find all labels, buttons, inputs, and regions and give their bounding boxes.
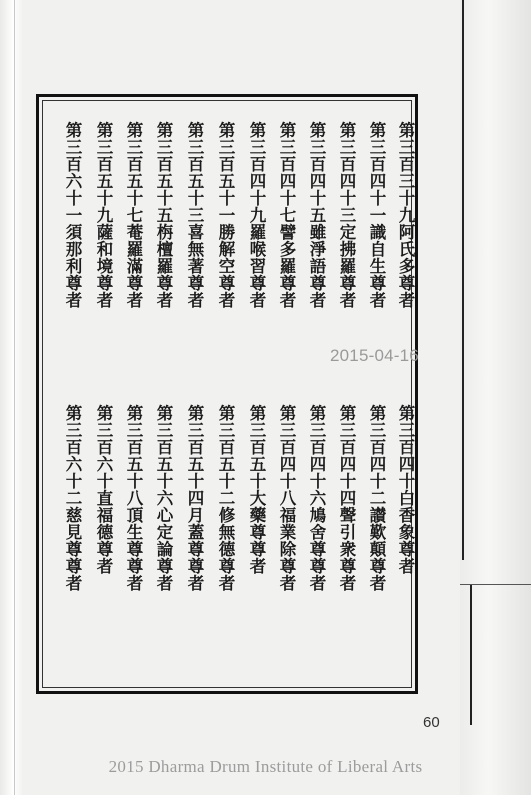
- glyph: 第: [249, 404, 267, 423]
- glyph: 五: [96, 172, 114, 191]
- glyph: 喜: [187, 223, 205, 242]
- glyph: 四: [339, 489, 357, 508]
- glyph: 十: [398, 472, 416, 491]
- glyph: 德: [96, 523, 114, 542]
- glyph: 八: [279, 489, 297, 508]
- glyph: 尊: [249, 523, 267, 542]
- glyph: 六: [65, 455, 83, 474]
- upper-column-5: [273, 122, 303, 309]
- glyph: 尊: [218, 274, 236, 293]
- glyph: 者: [218, 291, 236, 310]
- glyph: 三: [398, 138, 416, 157]
- glyph: 空: [218, 257, 236, 276]
- glyph: 者: [309, 574, 327, 593]
- glyph: 第: [187, 404, 205, 423]
- glyph: 三: [339, 206, 357, 225]
- lower-column-1: [392, 405, 422, 575]
- glyph: 尊: [187, 540, 205, 559]
- glyph: 三: [398, 421, 416, 440]
- glyph: 雖: [309, 223, 327, 242]
- glyph: 三: [187, 421, 205, 440]
- book-spine: [0, 0, 22, 795]
- glyph: 十: [339, 189, 357, 208]
- upper-column-7: [212, 122, 242, 309]
- glyph: 十: [398, 189, 416, 208]
- glyph: 十: [96, 472, 114, 491]
- glyph: 象: [398, 523, 416, 542]
- glyph: 百: [187, 155, 205, 174]
- glyph: 五: [218, 455, 236, 474]
- glyph: 三: [126, 421, 144, 440]
- glyph: 生: [126, 523, 144, 542]
- glyph: 第: [398, 404, 416, 423]
- glyph: 第: [309, 121, 327, 140]
- glyph: 四: [369, 455, 387, 474]
- glyph: 百: [65, 155, 83, 174]
- glyph: 六: [65, 172, 83, 191]
- glyph: 者: [96, 291, 114, 310]
- glyph: 四: [339, 455, 357, 474]
- glyph: 尊: [96, 540, 114, 559]
- glyph: 百: [96, 155, 114, 174]
- glyph: 四: [279, 172, 297, 191]
- glyph: 尊: [65, 274, 83, 293]
- glyph: 三: [279, 421, 297, 440]
- glyph: 百: [218, 155, 236, 174]
- watermark-footer: 2015 Dharma Drum Institute of Liberal Arts: [108, 757, 423, 776]
- glyph: 者: [65, 291, 83, 310]
- upper-column-2: [363, 122, 393, 309]
- glyph: 讃: [369, 506, 387, 525]
- glyph: 三: [65, 421, 83, 440]
- lower-column-11: [90, 405, 120, 575]
- lower-column-8: [181, 405, 211, 592]
- glyph: 百: [126, 438, 144, 457]
- glyph: 歎: [369, 523, 387, 542]
- glyph: 第: [65, 404, 83, 423]
- glyph: 第: [249, 121, 267, 140]
- glyph: 者: [339, 291, 357, 310]
- glyph: 十: [65, 189, 83, 208]
- upper-column-11: [90, 122, 120, 309]
- glyph: 尊: [126, 540, 144, 559]
- glyph: 四: [339, 172, 357, 191]
- glyph: 羅: [156, 257, 174, 276]
- glyph: 七: [126, 206, 144, 225]
- glyph: 三: [369, 138, 387, 157]
- lower-column-2: [363, 405, 393, 592]
- glyph: 十: [187, 472, 205, 491]
- glyph: 那: [65, 240, 83, 259]
- glyph: 自: [369, 240, 387, 259]
- glyph: 一: [369, 206, 387, 225]
- glyph: 四: [309, 172, 327, 191]
- glyph: 薩: [96, 223, 114, 242]
- glyph: 第: [339, 404, 357, 423]
- glyph: 羅: [126, 240, 144, 259]
- glyph: 第: [187, 121, 205, 140]
- lower-column-9: [150, 405, 180, 592]
- glyph: 顛: [369, 540, 387, 559]
- glyph: 藥: [249, 506, 267, 525]
- lower-column-7: [212, 405, 242, 592]
- glyph: 第: [156, 404, 174, 423]
- glyph: 香: [398, 506, 416, 525]
- glyph: 定: [156, 523, 174, 542]
- glyph: 十: [218, 472, 236, 491]
- glyph: 尊: [279, 274, 297, 293]
- glyph: 二: [218, 489, 236, 508]
- glyph: 十: [279, 472, 297, 491]
- glyph: 尊: [249, 274, 267, 293]
- glyph: 勝: [218, 223, 236, 242]
- glyph: 者: [249, 291, 267, 310]
- glyph: 五: [187, 172, 205, 191]
- lower-column-10: [120, 405, 150, 592]
- glyph: 六: [96, 455, 114, 474]
- glyph: 生: [369, 257, 387, 276]
- glyph: 一: [65, 206, 83, 225]
- glyph: 者: [369, 574, 387, 593]
- lower-column-5: [273, 405, 303, 592]
- glyph: 九: [398, 206, 416, 225]
- glyph: 直: [96, 489, 114, 508]
- glyph: 十: [309, 472, 327, 491]
- glyph: 第: [126, 404, 144, 423]
- glyph: 六: [309, 489, 327, 508]
- glyph: 五: [126, 455, 144, 474]
- glyph: 三: [369, 421, 387, 440]
- glyph: 境: [96, 257, 114, 276]
- lower-column-12: [59, 405, 89, 592]
- glyph: 見: [65, 523, 83, 542]
- glyph: 五: [156, 206, 174, 225]
- lower-column-4: [303, 405, 333, 592]
- glyph: 喉: [249, 240, 267, 259]
- glyph: 百: [398, 155, 416, 174]
- glyph: 尊: [339, 274, 357, 293]
- glyph: 十: [218, 189, 236, 208]
- glyph: 衆: [339, 540, 357, 559]
- glyph: 三: [187, 138, 205, 157]
- edge-rule-lower: [470, 585, 472, 725]
- glyph: 百: [65, 438, 83, 457]
- glyph: 者: [187, 291, 205, 310]
- glyph: 十: [187, 189, 205, 208]
- glyph: 譬: [279, 223, 297, 242]
- glyph: 尊: [187, 274, 205, 293]
- glyph: 十: [126, 472, 144, 491]
- edge-divider: [460, 584, 531, 585]
- glyph: 百: [369, 155, 387, 174]
- edge-rule: [462, 0, 464, 560]
- glyph: 三: [218, 138, 236, 157]
- glyph: 解: [218, 240, 236, 259]
- glyph: 三: [279, 138, 297, 157]
- glyph: 百: [398, 438, 416, 457]
- glyph: 十: [65, 472, 83, 491]
- glyph: 第: [218, 121, 236, 140]
- glyph: 三: [187, 206, 205, 225]
- glyph: 十: [249, 472, 267, 491]
- upper-column-4: [303, 122, 333, 309]
- glyph: 第: [96, 404, 114, 423]
- glyph: 百: [339, 438, 357, 457]
- glyph: 羅: [279, 257, 297, 276]
- upper-column-1: [392, 122, 422, 309]
- glyph: 著: [187, 257, 205, 276]
- glyph: 者: [156, 574, 174, 593]
- glyph: 十: [96, 189, 114, 208]
- glyph: 百: [218, 438, 236, 457]
- glyph: 五: [156, 172, 174, 191]
- glyph: 者: [398, 291, 416, 310]
- glyph: 三: [218, 421, 236, 440]
- glyph: 和: [96, 240, 114, 259]
- glyph: 三: [156, 138, 174, 157]
- glyph: 聲: [339, 506, 357, 525]
- glyph: 九: [96, 206, 114, 225]
- glyph: 第: [309, 404, 327, 423]
- glyph: 福: [279, 506, 297, 525]
- glyph: 五: [218, 172, 236, 191]
- glyph: 四: [398, 455, 416, 474]
- glyph: 三: [96, 138, 114, 157]
- lower-column-6: [243, 405, 273, 575]
- glyph: 修: [218, 506, 236, 525]
- glyph: 百: [126, 155, 144, 174]
- glyph: 第: [156, 121, 174, 140]
- glyph: 十: [339, 472, 357, 491]
- glyph: 十: [156, 189, 174, 208]
- glyph: 尊: [156, 274, 174, 293]
- glyph: 二: [369, 489, 387, 508]
- glyph: 舍: [309, 523, 327, 542]
- glyph: 百: [309, 155, 327, 174]
- glyph: 尊: [187, 557, 205, 576]
- glyph: 尊: [126, 557, 144, 576]
- glyph: 尊: [309, 557, 327, 576]
- glyph: 百: [156, 438, 174, 457]
- glyph: 第: [126, 121, 144, 140]
- glyph: 者: [249, 557, 267, 576]
- glyph: 者: [96, 557, 114, 576]
- glyph: 須: [65, 223, 83, 242]
- glyph: 業: [279, 523, 297, 542]
- page-number: 60: [423, 714, 440, 731]
- glyph: 百: [249, 438, 267, 457]
- glyph: 尊: [96, 274, 114, 293]
- date-stamp: 2015-04-16: [330, 346, 419, 365]
- upper-column-3: [333, 122, 363, 309]
- glyph: 第: [65, 121, 83, 140]
- glyph: 第: [339, 121, 357, 140]
- glyph: 五: [187, 455, 205, 474]
- glyph: 慈: [65, 506, 83, 525]
- spine-line: [14, 0, 15, 795]
- glyph: 利: [65, 257, 83, 276]
- glyph: 者: [65, 574, 83, 593]
- glyph: 無: [218, 523, 236, 542]
- glyph: 多: [398, 257, 416, 276]
- glyph: 十: [309, 189, 327, 208]
- glyph: 一: [218, 206, 236, 225]
- glyph: 二: [65, 489, 83, 508]
- glyph: 氏: [398, 240, 416, 259]
- glyph: 尊: [218, 557, 236, 576]
- upper-column-8: [181, 122, 211, 309]
- glyph: 者: [339, 574, 357, 593]
- glyph: 者: [279, 291, 297, 310]
- glyph: 十: [249, 189, 267, 208]
- glyph: 八: [126, 489, 144, 508]
- glyph: 十: [369, 189, 387, 208]
- glyph: 第: [279, 404, 297, 423]
- glyph: 拂: [339, 240, 357, 259]
- glyph: 羅: [249, 223, 267, 242]
- glyph: 論: [156, 540, 174, 559]
- glyph: 檀: [156, 240, 174, 259]
- glyph: 者: [309, 291, 327, 310]
- glyph: 四: [187, 489, 205, 508]
- glyph: 者: [126, 574, 144, 593]
- lower-column-3: [333, 405, 363, 592]
- glyph: 三: [398, 172, 416, 191]
- glyph: 語: [309, 257, 327, 276]
- glyph: 尊: [65, 540, 83, 559]
- glyph: 尊: [249, 540, 267, 559]
- glyph: 大: [249, 489, 267, 508]
- glyph: 習: [249, 257, 267, 276]
- glyph: 栴: [156, 223, 174, 242]
- glyph: 五: [309, 206, 327, 225]
- glyph: 者: [187, 574, 205, 593]
- glyph: 十: [369, 472, 387, 491]
- glyph: 阿: [398, 223, 416, 242]
- glyph: 三: [249, 138, 267, 157]
- glyph: 識: [369, 223, 387, 242]
- upper-column-12: [59, 122, 89, 309]
- glyph: 百: [249, 155, 267, 174]
- glyph: 百: [309, 438, 327, 457]
- glyph: 尊: [309, 274, 327, 293]
- glyph: 頂: [126, 506, 144, 525]
- glyph: 多: [279, 240, 297, 259]
- glyph: 引: [339, 523, 357, 542]
- glyph: 者: [369, 291, 387, 310]
- glyph: 百: [339, 155, 357, 174]
- glyph: 滿: [126, 257, 144, 276]
- glyph: 百: [369, 438, 387, 457]
- glyph: 四: [369, 172, 387, 191]
- glyph: 尊: [65, 557, 83, 576]
- glyph: 第: [398, 121, 416, 140]
- glyph: 尊: [369, 557, 387, 576]
- glyph: 三: [249, 421, 267, 440]
- glyph: 十: [279, 189, 297, 208]
- glyph: 尊: [398, 274, 416, 293]
- glyph: 十: [126, 189, 144, 208]
- glyph: 五: [156, 455, 174, 474]
- glyph: 者: [218, 574, 236, 593]
- glyph: 尊: [279, 557, 297, 576]
- glyph: 三: [309, 138, 327, 157]
- glyph: 百: [187, 438, 205, 457]
- glyph: 羅: [339, 257, 357, 276]
- glyph: 者: [279, 574, 297, 593]
- glyph: 月: [187, 506, 205, 525]
- glyph: 無: [187, 240, 205, 259]
- glyph: 七: [279, 206, 297, 225]
- glyph: 五: [126, 172, 144, 191]
- glyph: 淨: [309, 240, 327, 259]
- upper-column-10: [120, 122, 150, 309]
- glyph: 百: [279, 438, 297, 457]
- glyph: 四: [249, 172, 267, 191]
- glyph: 第: [96, 121, 114, 140]
- glyph: 心: [156, 506, 174, 525]
- glyph: 蓋: [187, 523, 205, 542]
- upper-column-6: [243, 122, 273, 309]
- glyph: 百: [156, 155, 174, 174]
- glyph: 尊: [126, 274, 144, 293]
- glyph: 白: [398, 489, 416, 508]
- glyph: 者: [398, 557, 416, 576]
- glyph: 尊: [309, 540, 327, 559]
- glyph: 百: [279, 155, 297, 174]
- glyph: 三: [126, 138, 144, 157]
- upper-column-9: [150, 122, 180, 309]
- glyph: 四: [279, 455, 297, 474]
- glyph: 者: [156, 291, 174, 310]
- glyph: 百: [96, 438, 114, 457]
- glyph: 尊: [369, 274, 387, 293]
- glyph: 者: [126, 291, 144, 310]
- glyph: 十: [156, 472, 174, 491]
- glyph: 三: [96, 421, 114, 440]
- glyph: 第: [279, 121, 297, 140]
- glyph: 鳩: [309, 506, 327, 525]
- glyph: 德: [218, 540, 236, 559]
- glyph: 三: [65, 138, 83, 157]
- glyph: 第: [369, 121, 387, 140]
- glyph: 三: [309, 421, 327, 440]
- glyph: 尊: [156, 557, 174, 576]
- glyph: 菴: [126, 223, 144, 242]
- glyph: 定: [339, 223, 357, 242]
- glyph: 福: [96, 506, 114, 525]
- glyph: 尊: [398, 540, 416, 559]
- glyph: 四: [309, 455, 327, 474]
- glyph: 五: [249, 455, 267, 474]
- glyph: 三: [339, 421, 357, 440]
- glyph: 除: [279, 540, 297, 559]
- glyph: 六: [156, 489, 174, 508]
- glyph: 尊: [339, 557, 357, 576]
- glyph: 第: [218, 404, 236, 423]
- glyph: 三: [339, 138, 357, 157]
- glyph: 九: [249, 206, 267, 225]
- glyph: 三: [156, 421, 174, 440]
- glyph: 第: [369, 404, 387, 423]
